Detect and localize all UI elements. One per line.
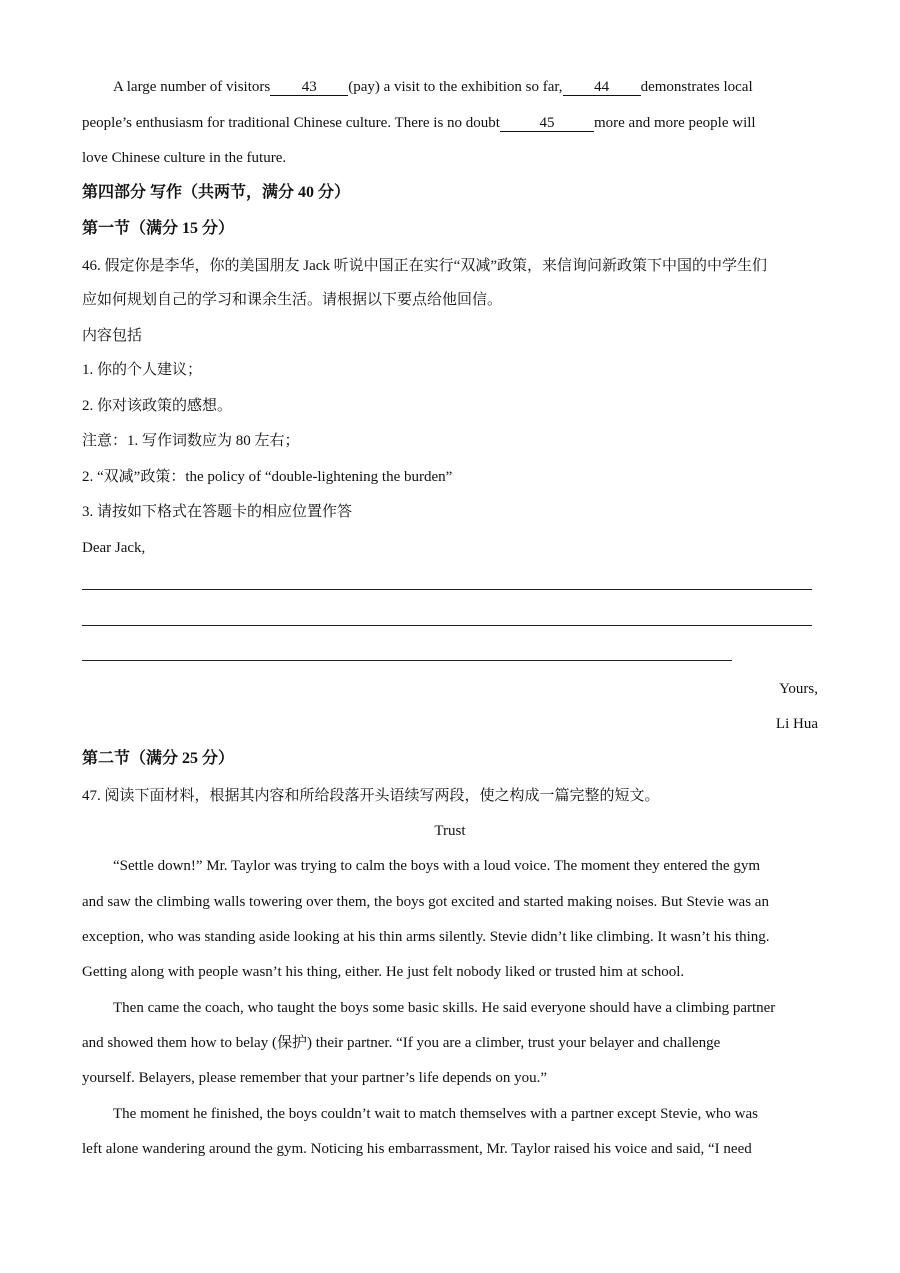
note-2: 2. “双减”政策：the policy of “double-lightening the burden” [82,469,453,485]
section1-heading: 第一节（满分 15 分） [82,220,235,237]
blank-45[interactable]: 45 [500,115,594,132]
passage-text: more and more people will [593,115,756,131]
note-3: 3. 请按如下格式在答题卡的相应位置作答 [82,504,353,520]
story-para1-line: “Settle down!” Mr. Taylor was trying to calm the boys with a loud voice. The moment they entered the gym [113,858,760,874]
passage-text: people’s enthusiasm for traditional Chinese culture. There is no doubt [82,115,500,131]
section2-heading: 第二节（满分 25 分） [82,750,235,767]
story-para2-line: yourself. Belayers, please remember that your partner’s life depends on you.” [82,1070,547,1086]
writing-line-3[interactable] [82,660,732,661]
note-1: 注意：1. 写作词数应为 80 左右； [82,433,300,449]
passage-text: demonstrates local [640,79,753,95]
passage-text: (pay) a visit to the exhibition so far, [348,79,563,95]
point-1: 1. 你的个人建议； [82,362,203,378]
passage-text: A large number of visitors [113,79,271,95]
q46-line-1: 46. 假定你是李华，你的美国朋友 Jack 听说中国正在实行“双减”政策，来信询问新政策下中国的中学生们 [82,258,767,274]
signature: Li Hua [775,716,818,732]
passage-line-3: love Chinese culture in the future. [82,150,287,166]
story-para3-line: The moment he finished, the boys couldn’t wait to match themselves with a partner except Stevie, who was [113,1106,758,1122]
writing-line-1[interactable] [82,589,812,590]
part4-heading: 第四部分 写作（共两节，满分 40 分） [82,184,351,201]
q46-line-2: 应如何规划自己的学习和课余生活。请根据以下要点给他回信。 [82,292,503,308]
story-title: Trust [434,823,466,839]
story-para2-line: Then came the coach, who taught the boys some basic skills. He said everyone should have a climbing partner [113,1000,776,1016]
point-2: 2. 你对该政策的感想。 [82,398,233,414]
story-para3-line: left alone wandering around the gym. Noticing his embarrassment, Mr. Taylor raised his voice and said, “I need [82,1141,752,1157]
q47-instruction: 47. 阅读下面材料，根据其内容和所给段落开头语续写两段，使之构成一篇完整的短文。 [82,788,660,804]
writing-line-2[interactable] [82,625,812,626]
story-para1-line: exception, who was standing aside looking at his thin arms silently. Stevie didn’t like climbing. It wasn’t his thing. [82,929,770,945]
salutation: Dear Jack, [82,540,146,556]
blank-43[interactable]: 43 [270,79,348,96]
closing: Yours, [779,681,818,697]
story-para2-line: and showed them how to belay (保护) their partner. “If you are a climber, trust your belayer and challenge [82,1035,721,1051]
content-label: 内容包括 [82,328,143,344]
story-para1-line: and saw the climbing walls towering over them, the boys got excited and started making noises. But Stevie was an [82,894,769,910]
blank-44[interactable]: 44 [563,79,641,96]
passage-line-1 [113,77,753,97]
passage-line-2 [82,113,756,133]
story-para1-line: Getting along with people wasn’t his thing, either. He just felt nobody liked or trusted him at school. [82,964,685,980]
